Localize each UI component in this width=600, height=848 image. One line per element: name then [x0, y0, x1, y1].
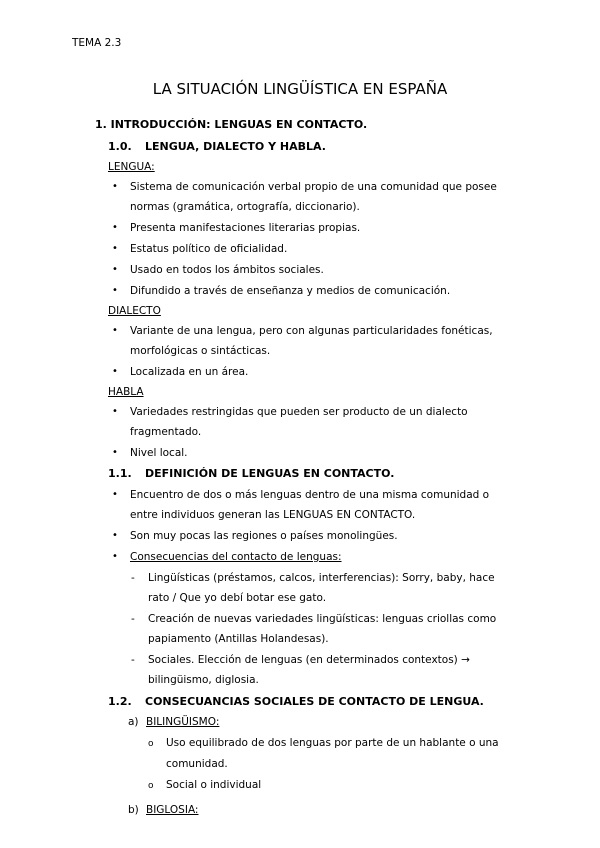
- lengua-label: LENGUA:: [108, 161, 155, 173]
- sub-list-item: Lingüísticas (préstamos, calcos, interferencias): Sorry, baby, hace: [148, 572, 495, 584]
- list-item-continued: entre individuos generan las LENGUAS EN CONTACTO.: [130, 509, 416, 521]
- dialecto-label: DIALECTO: [108, 305, 161, 317]
- page-header: TEMA 2.3: [72, 37, 122, 49]
- circle-bullet-icon: o: [148, 781, 154, 791]
- list-item: Usado en todos los ámbitos sociales.: [130, 264, 324, 276]
- subsection-1-0-number: 1.0.: [108, 140, 132, 153]
- subsection-1-0-heading: LENGUA, DIALECTO Y HABLA.: [145, 140, 326, 153]
- document-title: LA SITUACIÓN LINGÜÍSTICA EN ESPAÑA: [152, 80, 448, 98]
- sub-list-item: Sociales. Elección de lenguas (en determinados contextos) →: [148, 654, 470, 666]
- bilinguismo-label: BILINGÜISMO:: [146, 716, 220, 728]
- list-item-continued: normas (gramática, ortografía, diccionario).: [130, 201, 360, 213]
- sub-list-item: Uso equilibrado de dos lenguas por parte de un hablante o una: [166, 737, 499, 749]
- list-item-continued: fragmentado.: [130, 426, 202, 438]
- list-item: Son muy pocas las regiones o países monolingües.: [130, 530, 398, 542]
- bullet-icon: •: [112, 489, 118, 500]
- subsection-1-1-number: 1.1.: [108, 467, 132, 480]
- list-item: Estatus político de oficialidad.: [130, 243, 288, 255]
- bullet-icon: •: [112, 264, 118, 275]
- subsection-1-2-heading: CONSECUANCIAS SOCIALES DE CONTACTO DE LENGUA.: [145, 695, 484, 708]
- sub-list-item-continued: papiamento (Antillas Holandesas).: [148, 633, 329, 645]
- list-item: Variedades restringidas que pueden ser producto de un dialecto: [130, 406, 468, 418]
- bullet-icon: •: [112, 222, 118, 233]
- item-b-marker: b): [128, 804, 139, 816]
- bullet-icon: •: [112, 285, 118, 296]
- sub-list-item-continued: comunidad.: [166, 758, 228, 770]
- dash-icon: -: [131, 654, 135, 666]
- habla-label: HABLA: [108, 386, 144, 398]
- list-item-continued: morfológicas o sintácticas.: [130, 345, 271, 357]
- bullet-icon: •: [112, 366, 118, 377]
- list-item: Localizada en un área.: [130, 366, 249, 378]
- list-item: Nivel local.: [130, 447, 188, 459]
- list-item: Presenta manifestaciones literarias propias.: [130, 222, 361, 234]
- list-item: Variante de una lengua, pero con algunas particularidades fonéticas,: [130, 325, 493, 337]
- bullet-icon: •: [112, 406, 118, 417]
- sub-list-item-continued: bilingüismo, diglosia.: [148, 674, 259, 686]
- item-a-marker: a): [128, 716, 139, 728]
- list-item: Consecuencias del contacto de lenguas:: [130, 551, 342, 563]
- section-1-heading: 1. INTRODUCCIÓN: LENGUAS EN CONTACTO.: [95, 118, 368, 131]
- bullet-icon: •: [112, 181, 118, 192]
- list-item: Sistema de comunicación verbal propio de una comunidad que posee: [130, 181, 497, 193]
- bullet-icon: •: [112, 551, 118, 562]
- sub-list-item: Social o individual: [166, 779, 262, 791]
- bullet-icon: •: [112, 447, 118, 458]
- sub-list-item-continued: rato / Que yo debí botar ese gato.: [148, 592, 327, 604]
- bullet-icon: •: [112, 530, 118, 541]
- dash-icon: -: [131, 572, 135, 584]
- circle-bullet-icon: o: [148, 739, 154, 749]
- list-item: Encuentro de dos o más lenguas dentro de una misma comunidad o: [130, 489, 490, 501]
- sub-list-item: Creación de nuevas variedades lingüísticas: lenguas criollas como: [148, 613, 497, 625]
- bullet-icon: •: [112, 243, 118, 254]
- bullet-icon: •: [112, 325, 118, 336]
- subsection-1-2-number: 1.2.: [108, 695, 132, 708]
- subsection-1-1-heading: DEFINICIÓN DE LENGUAS EN CONTACTO.: [145, 467, 395, 480]
- biglosia-label: BIGLOSIA:: [146, 804, 199, 816]
- list-item: Difundido a través de enseñanza y medios de comunicación.: [130, 285, 451, 297]
- dash-icon: -: [131, 613, 135, 625]
